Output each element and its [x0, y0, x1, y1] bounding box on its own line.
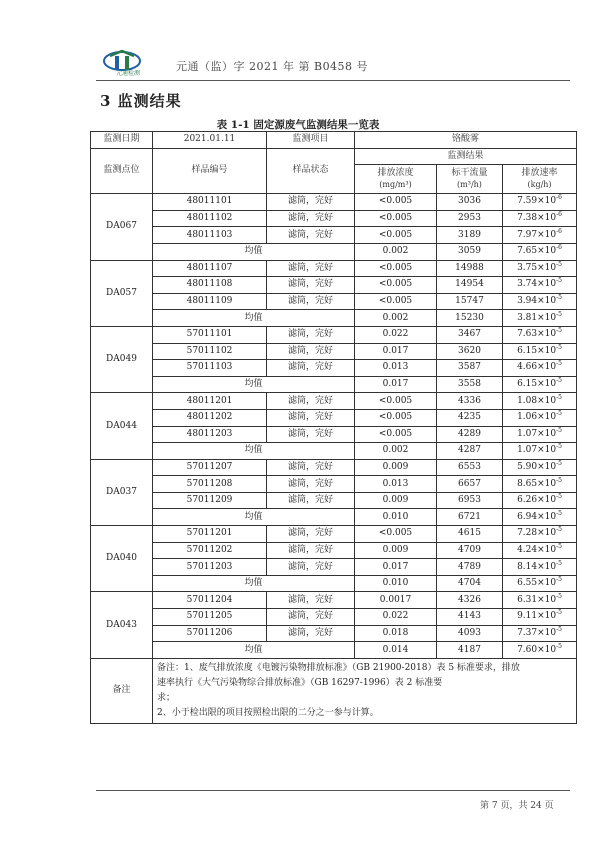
average-label: 均值 — [153, 243, 355, 260]
rate-mantissa: 7.28 — [517, 528, 538, 539]
sample-state: 滤筒，完好 — [267, 492, 355, 509]
rate-mantissa: 6.31 — [517, 594, 538, 605]
rate-exponent: -5 — [556, 377, 562, 385]
emission-rate — [503, 592, 577, 609]
rate-exponent: -5 — [556, 360, 562, 368]
col-rate-header — [503, 165, 577, 194]
rate-mantissa: 6.15 — [517, 379, 538, 390]
monitor-point: DA057 — [91, 260, 153, 326]
emission-rate — [503, 559, 577, 576]
rate-exponent: -5 — [556, 393, 562, 401]
rate-times-ten: ×10 — [537, 345, 557, 356]
rate-mantissa: 6.55 — [517, 578, 538, 589]
rate-mantissa: 7.37 — [517, 627, 538, 638]
rate-mantissa: 1.06 — [517, 412, 538, 423]
rate-mantissa: 4.24 — [517, 544, 538, 555]
rate-exponent: -5 — [556, 642, 562, 650]
dry-flow: 4789 — [437, 559, 503, 576]
logo-text: 元通检测 — [116, 70, 141, 77]
sample-state: 滤筒，完好 — [267, 542, 355, 559]
monitor-item-label: 监测项目 — [267, 132, 355, 149]
table-row — [91, 277, 577, 294]
rate-mantissa: 5.90 — [517, 461, 538, 472]
rate-exponent: -5 — [556, 542, 562, 550]
average-row — [91, 509, 577, 526]
sample-state: 滤筒，完好 — [267, 360, 355, 377]
col-rate-unit: (kg/h) — [527, 180, 552, 190]
emission-concentration: 0.013 — [355, 360, 437, 377]
rate-mantissa: 3.94 — [517, 296, 538, 307]
rate-times-ten: ×10 — [537, 379, 557, 390]
rate-times-ten: ×10 — [537, 196, 557, 207]
emission-rate — [503, 575, 577, 592]
table-row — [91, 210, 577, 227]
sample-id: 57011204 — [153, 592, 267, 609]
emission-rate — [503, 227, 577, 244]
remark-line: 2、小于检出限的项目按照检出限的二分之一参与计算。 — [157, 707, 379, 718]
emission-rate — [503, 194, 577, 211]
rate-exponent: -5 — [556, 260, 562, 268]
page-header — [96, 44, 566, 84]
emission-rate — [503, 326, 577, 343]
rate-mantissa: 7.38 — [517, 213, 538, 224]
rate-times-ten: ×10 — [537, 461, 557, 472]
table-row — [91, 542, 577, 559]
section-title: 3 监测结果 — [100, 92, 182, 110]
rate-times-ten: ×10 — [537, 528, 557, 539]
emission-rate — [503, 277, 577, 294]
emission-rate — [503, 509, 577, 526]
emission-concentration: <0.005 — [355, 227, 437, 244]
monitor-date-label: 监测日期 — [91, 132, 153, 149]
rate-exponent: -5 — [556, 294, 562, 302]
average-concentration: 0.002 — [355, 443, 437, 460]
emission-concentration: 0.009 — [355, 492, 437, 509]
sample-id: 48011203 — [153, 426, 267, 443]
monitor-point: DA040 — [91, 526, 153, 592]
table-row — [91, 459, 577, 476]
emission-rate — [503, 243, 577, 260]
average-concentration: 0.014 — [355, 642, 437, 659]
rate-times-ten: ×10 — [537, 478, 557, 489]
rate-exponent: -5 — [556, 443, 562, 451]
emission-concentration: 0.018 — [355, 625, 437, 642]
rate-exponent: -5 — [556, 526, 562, 534]
dry-flow: 3620 — [437, 343, 503, 360]
emission-rate — [503, 393, 577, 410]
col-conc-unit: (mg/m³) — [379, 180, 412, 190]
rate-times-ten: ×10 — [537, 412, 557, 423]
emission-concentration: 0.009 — [355, 459, 437, 476]
rate-exponent: -6 — [556, 244, 562, 252]
emission-concentration: <0.005 — [355, 393, 437, 410]
emission-rate — [503, 360, 577, 377]
rate-times-ten: ×10 — [537, 296, 557, 307]
sample-state: 滤筒，完好 — [267, 326, 355, 343]
dry-flow: 6553 — [437, 459, 503, 476]
remark-row — [91, 658, 577, 723]
table-row — [91, 625, 577, 642]
rate-mantissa: 1.07 — [517, 445, 538, 456]
emission-rate — [503, 260, 577, 277]
rate-mantissa: 3.75 — [517, 262, 538, 273]
average-flow: 4704 — [437, 575, 503, 592]
monitor-point: DA067 — [91, 194, 153, 260]
emission-rate — [503, 443, 577, 460]
rate-exponent: -5 — [556, 476, 562, 484]
rate-mantissa: 6.15 — [517, 345, 538, 356]
average-flow: 6721 — [437, 509, 503, 526]
point-label: 监测点位 — [91, 148, 153, 194]
rate-times-ten: ×10 — [537, 279, 557, 290]
sample-state: 滤筒，完好 — [267, 426, 355, 443]
rate-times-ten: ×10 — [537, 561, 557, 572]
rate-exponent: -5 — [556, 592, 562, 600]
rate-exponent: -5 — [556, 277, 562, 285]
emission-rate — [503, 343, 577, 360]
col-flow-header — [437, 165, 503, 194]
emission-rate — [503, 376, 577, 393]
emission-rate — [503, 526, 577, 543]
rate-exponent: -5 — [556, 625, 562, 633]
col-flow-unit: (m³/h) — [457, 180, 482, 190]
sample-id: 48011109 — [153, 293, 267, 310]
emission-concentration: 0.009 — [355, 542, 437, 559]
dry-flow: 4143 — [437, 609, 503, 626]
average-row — [91, 376, 577, 393]
rate-mantissa: 8.65 — [517, 478, 538, 489]
table-row — [91, 393, 577, 410]
table-caption: 表 1-1 固定源废气监测结果一览表 — [216, 119, 380, 131]
sample-id: 57011201 — [153, 526, 267, 543]
monitor-point: DA044 — [91, 393, 153, 459]
sample-id: 57011203 — [153, 559, 267, 576]
rate-times-ten: ×10 — [537, 312, 557, 323]
results-table — [90, 131, 577, 724]
emission-rate — [503, 625, 577, 642]
table-row — [91, 293, 577, 310]
average-row — [91, 243, 577, 260]
rate-exponent: -5 — [556, 493, 562, 501]
table-row — [91, 426, 577, 443]
rate-exponent: -5 — [556, 576, 562, 584]
monitor-item: 铬酸雾 — [355, 132, 577, 149]
table-row — [91, 343, 577, 360]
sample-state: 滤筒，完好 — [267, 277, 355, 294]
dry-flow: 4326 — [437, 592, 503, 609]
rate-times-ten: ×10 — [537, 445, 557, 456]
sample-id: 57011206 — [153, 625, 267, 642]
emission-rate — [503, 476, 577, 493]
average-concentration: 0.010 — [355, 509, 437, 526]
sample-id: 48011107 — [153, 260, 267, 277]
rate-exponent: -5 — [556, 559, 562, 567]
remark-line: 速率执行《大气污染物综合排放标准》（GB 16297-1996）表 2 标准要 — [157, 677, 443, 688]
sample-state: 滤筒，完好 — [267, 476, 355, 493]
table-row — [91, 526, 577, 543]
rate-mantissa: 6.26 — [517, 495, 538, 506]
average-flow: 3059 — [437, 243, 503, 260]
header-row-2 — [91, 148, 577, 165]
table-row — [91, 360, 577, 377]
rate-mantissa: 3.81 — [517, 312, 538, 323]
page-number: 第 7 页，共 24 页 — [480, 801, 554, 811]
emission-concentration: 0.022 — [355, 609, 437, 626]
table-row — [91, 476, 577, 493]
average-flow: 4287 — [437, 443, 503, 460]
rate-times-ten: ×10 — [537, 246, 557, 257]
sample-state: 滤筒，完好 — [267, 459, 355, 476]
sample-state-label: 样品状态 — [267, 148, 355, 194]
rate-mantissa: 7.65 — [517, 246, 538, 257]
table-row — [91, 592, 577, 609]
monitor-point: DA049 — [91, 326, 153, 392]
average-row — [91, 575, 577, 592]
emission-concentration: <0.005 — [355, 210, 437, 227]
emission-concentration: <0.005 — [355, 426, 437, 443]
sample-id: 57011207 — [153, 459, 267, 476]
rate-mantissa: 3.74 — [517, 279, 538, 290]
remark-label: 备注 — [91, 658, 153, 723]
sample-id: 48011202 — [153, 409, 267, 426]
emission-concentration: <0.005 — [355, 409, 437, 426]
dry-flow: 3467 — [437, 326, 503, 343]
rate-mantissa: 1.07 — [517, 428, 538, 439]
remark-line: 备注：1、废气排放浓度《电镀污染物排放标准》（GB 21900-2018）表 5 标准要求，排放 — [157, 662, 520, 673]
average-concentration: 0.010 — [355, 575, 437, 592]
result-label: 监测结果 — [355, 148, 577, 165]
col-conc-header — [355, 165, 437, 194]
sample-id: 48011201 — [153, 393, 267, 410]
sample-state: 滤筒，完好 — [267, 343, 355, 360]
emission-rate — [503, 293, 577, 310]
emission-rate — [503, 426, 577, 443]
rate-exponent: -6 — [556, 194, 562, 202]
sample-state: 滤筒，完好 — [267, 559, 355, 576]
average-concentration: 0.017 — [355, 376, 437, 393]
sample-state: 滤筒，完好 — [267, 293, 355, 310]
emission-rate — [503, 409, 577, 426]
average-concentration: 0.002 — [355, 310, 437, 327]
rate-mantissa: 7.97 — [517, 229, 538, 240]
average-row — [91, 310, 577, 327]
table-row — [91, 227, 577, 244]
emission-concentration: <0.005 — [355, 260, 437, 277]
sample-id: 57011103 — [153, 360, 267, 377]
emission-rate — [503, 542, 577, 559]
monitor-point: DA043 — [91, 592, 153, 658]
emission-concentration: 0.022 — [355, 326, 437, 343]
dry-flow: 4615 — [437, 526, 503, 543]
rate-exponent: -5 — [556, 426, 562, 434]
sample-id: 48011102 — [153, 210, 267, 227]
rate-exponent: -5 — [556, 609, 562, 617]
dry-flow: 3036 — [437, 194, 503, 211]
average-label: 均值 — [153, 642, 355, 659]
dry-flow: 4709 — [437, 542, 503, 559]
emission-concentration: <0.005 — [355, 277, 437, 294]
average-concentration: 0.002 — [355, 243, 437, 260]
sample-id: 57011202 — [153, 542, 267, 559]
sample-state: 滤筒，完好 — [267, 260, 355, 277]
rate-exponent: -5 — [556, 410, 562, 418]
sample-state: 滤筒，完好 — [267, 592, 355, 609]
average-label: 均值 — [153, 575, 355, 592]
dry-flow: 4289 — [437, 426, 503, 443]
average-flow: 15230 — [437, 310, 503, 327]
rate-mantissa: 7.60 — [517, 644, 538, 655]
table-row — [91, 492, 577, 509]
rate-times-ten: ×10 — [537, 611, 557, 622]
dry-flow: 6657 — [437, 476, 503, 493]
sample-id: 57011208 — [153, 476, 267, 493]
rate-times-ten: ×10 — [537, 544, 557, 555]
rate-times-ten: ×10 — [537, 229, 557, 240]
rate-times-ten: ×10 — [537, 578, 557, 589]
rate-times-ten: ×10 — [537, 495, 557, 506]
remark-content — [153, 658, 577, 723]
rate-exponent: -5 — [556, 459, 562, 467]
rate-exponent: -5 — [556, 509, 562, 517]
rate-exponent: -6 — [556, 227, 562, 235]
dry-flow: 3189 — [437, 227, 503, 244]
emission-concentration: 0.013 — [355, 476, 437, 493]
sample-no-label: 样品编号 — [153, 148, 267, 194]
rate-times-ten: ×10 — [537, 428, 557, 439]
sample-id: 57011102 — [153, 343, 267, 360]
dry-flow: 6953 — [437, 492, 503, 509]
average-flow: 3558 — [437, 376, 503, 393]
dry-flow: 14988 — [437, 260, 503, 277]
emission-concentration: 0.017 — [355, 343, 437, 360]
sample-id: 57011205 — [153, 609, 267, 626]
sample-id: 57011101 — [153, 326, 267, 343]
footer-divider — [96, 790, 570, 791]
emission-concentration: <0.005 — [355, 293, 437, 310]
rate-times-ten: ×10 — [537, 213, 557, 224]
sample-state: 滤筒，完好 — [267, 526, 355, 543]
rate-times-ten: ×10 — [537, 262, 557, 273]
average-label: 均值 — [153, 376, 355, 393]
dry-flow: 15747 — [437, 293, 503, 310]
rate-times-ten: ×10 — [537, 594, 557, 605]
sample-state: 滤筒，完好 — [267, 609, 355, 626]
emission-concentration: 0.0017 — [355, 592, 437, 609]
emission-concentration: <0.005 — [355, 526, 437, 543]
average-flow: 4187 — [437, 642, 503, 659]
dry-flow: 2953 — [437, 210, 503, 227]
table-row — [91, 559, 577, 576]
rate-exponent: -6 — [556, 211, 562, 219]
sample-state: 滤筒，完好 — [267, 625, 355, 642]
rate-times-ten: ×10 — [537, 362, 557, 373]
col-flow: 标干流量 — [451, 168, 488, 179]
rate-mantissa: 1.08 — [517, 395, 538, 406]
sample-id: 57011209 — [153, 492, 267, 509]
rate-mantissa: 6.94 — [517, 511, 538, 522]
average-label: 均值 — [153, 509, 355, 526]
table-row — [91, 609, 577, 626]
average-row — [91, 443, 577, 460]
emission-concentration: <0.005 — [355, 194, 437, 211]
sample-state: 滤筒，完好 — [267, 210, 355, 227]
average-row — [91, 642, 577, 659]
col-rate: 排放速率 — [521, 168, 558, 179]
rate-times-ten: ×10 — [537, 644, 557, 655]
table-row — [91, 260, 577, 277]
sample-state: 滤筒，完好 — [267, 409, 355, 426]
table-row — [91, 194, 577, 211]
rate-exponent: -5 — [556, 327, 562, 335]
table-row — [91, 326, 577, 343]
sample-state: 滤筒，完好 — [267, 227, 355, 244]
average-label: 均值 — [153, 443, 355, 460]
emission-rate — [503, 492, 577, 509]
dry-flow: 4336 — [437, 393, 503, 410]
emission-rate — [503, 210, 577, 227]
average-label: 均值 — [153, 310, 355, 327]
sample-id: 48011103 — [153, 227, 267, 244]
rate-mantissa: 8.14 — [517, 561, 538, 572]
rate-times-ten: ×10 — [537, 627, 557, 638]
header-divider — [96, 80, 570, 81]
emission-rate — [503, 642, 577, 659]
rate-mantissa: 7.59 — [517, 196, 538, 207]
rate-times-ten: ×10 — [537, 511, 557, 522]
sample-state: 滤筒，完好 — [267, 194, 355, 211]
monitor-date: 2021.01.11 — [153, 132, 267, 149]
sample-id: 48011108 — [153, 277, 267, 294]
dry-flow: 14954 — [437, 277, 503, 294]
emission-rate — [503, 609, 577, 626]
emission-concentration: 0.017 — [355, 559, 437, 576]
rate-exponent: -5 — [556, 310, 562, 318]
sample-state: 滤筒，完好 — [267, 393, 355, 410]
dry-flow: 4235 — [437, 409, 503, 426]
emission-rate — [503, 310, 577, 327]
header-row-1 — [91, 132, 577, 149]
table-row — [91, 409, 577, 426]
col-conc: 排放浓度 — [377, 168, 414, 179]
dry-flow: 3587 — [437, 360, 503, 377]
sample-id: 48011101 — [153, 194, 267, 211]
rate-mantissa: 4.66 — [517, 362, 538, 373]
remark-line: 求； — [157, 692, 176, 703]
document-number: 元通（监）字 2021 年 第 B0458 号 — [176, 60, 369, 73]
emission-rate — [503, 459, 577, 476]
rate-times-ten: ×10 — [537, 329, 557, 340]
dry-flow: 4093 — [437, 625, 503, 642]
monitor-point: DA037 — [91, 459, 153, 525]
rate-exponent: -5 — [556, 343, 562, 351]
rate-mantissa: 7.63 — [517, 329, 538, 340]
rate-mantissa: 9.11 — [517, 611, 538, 622]
rate-times-ten: ×10 — [537, 395, 557, 406]
